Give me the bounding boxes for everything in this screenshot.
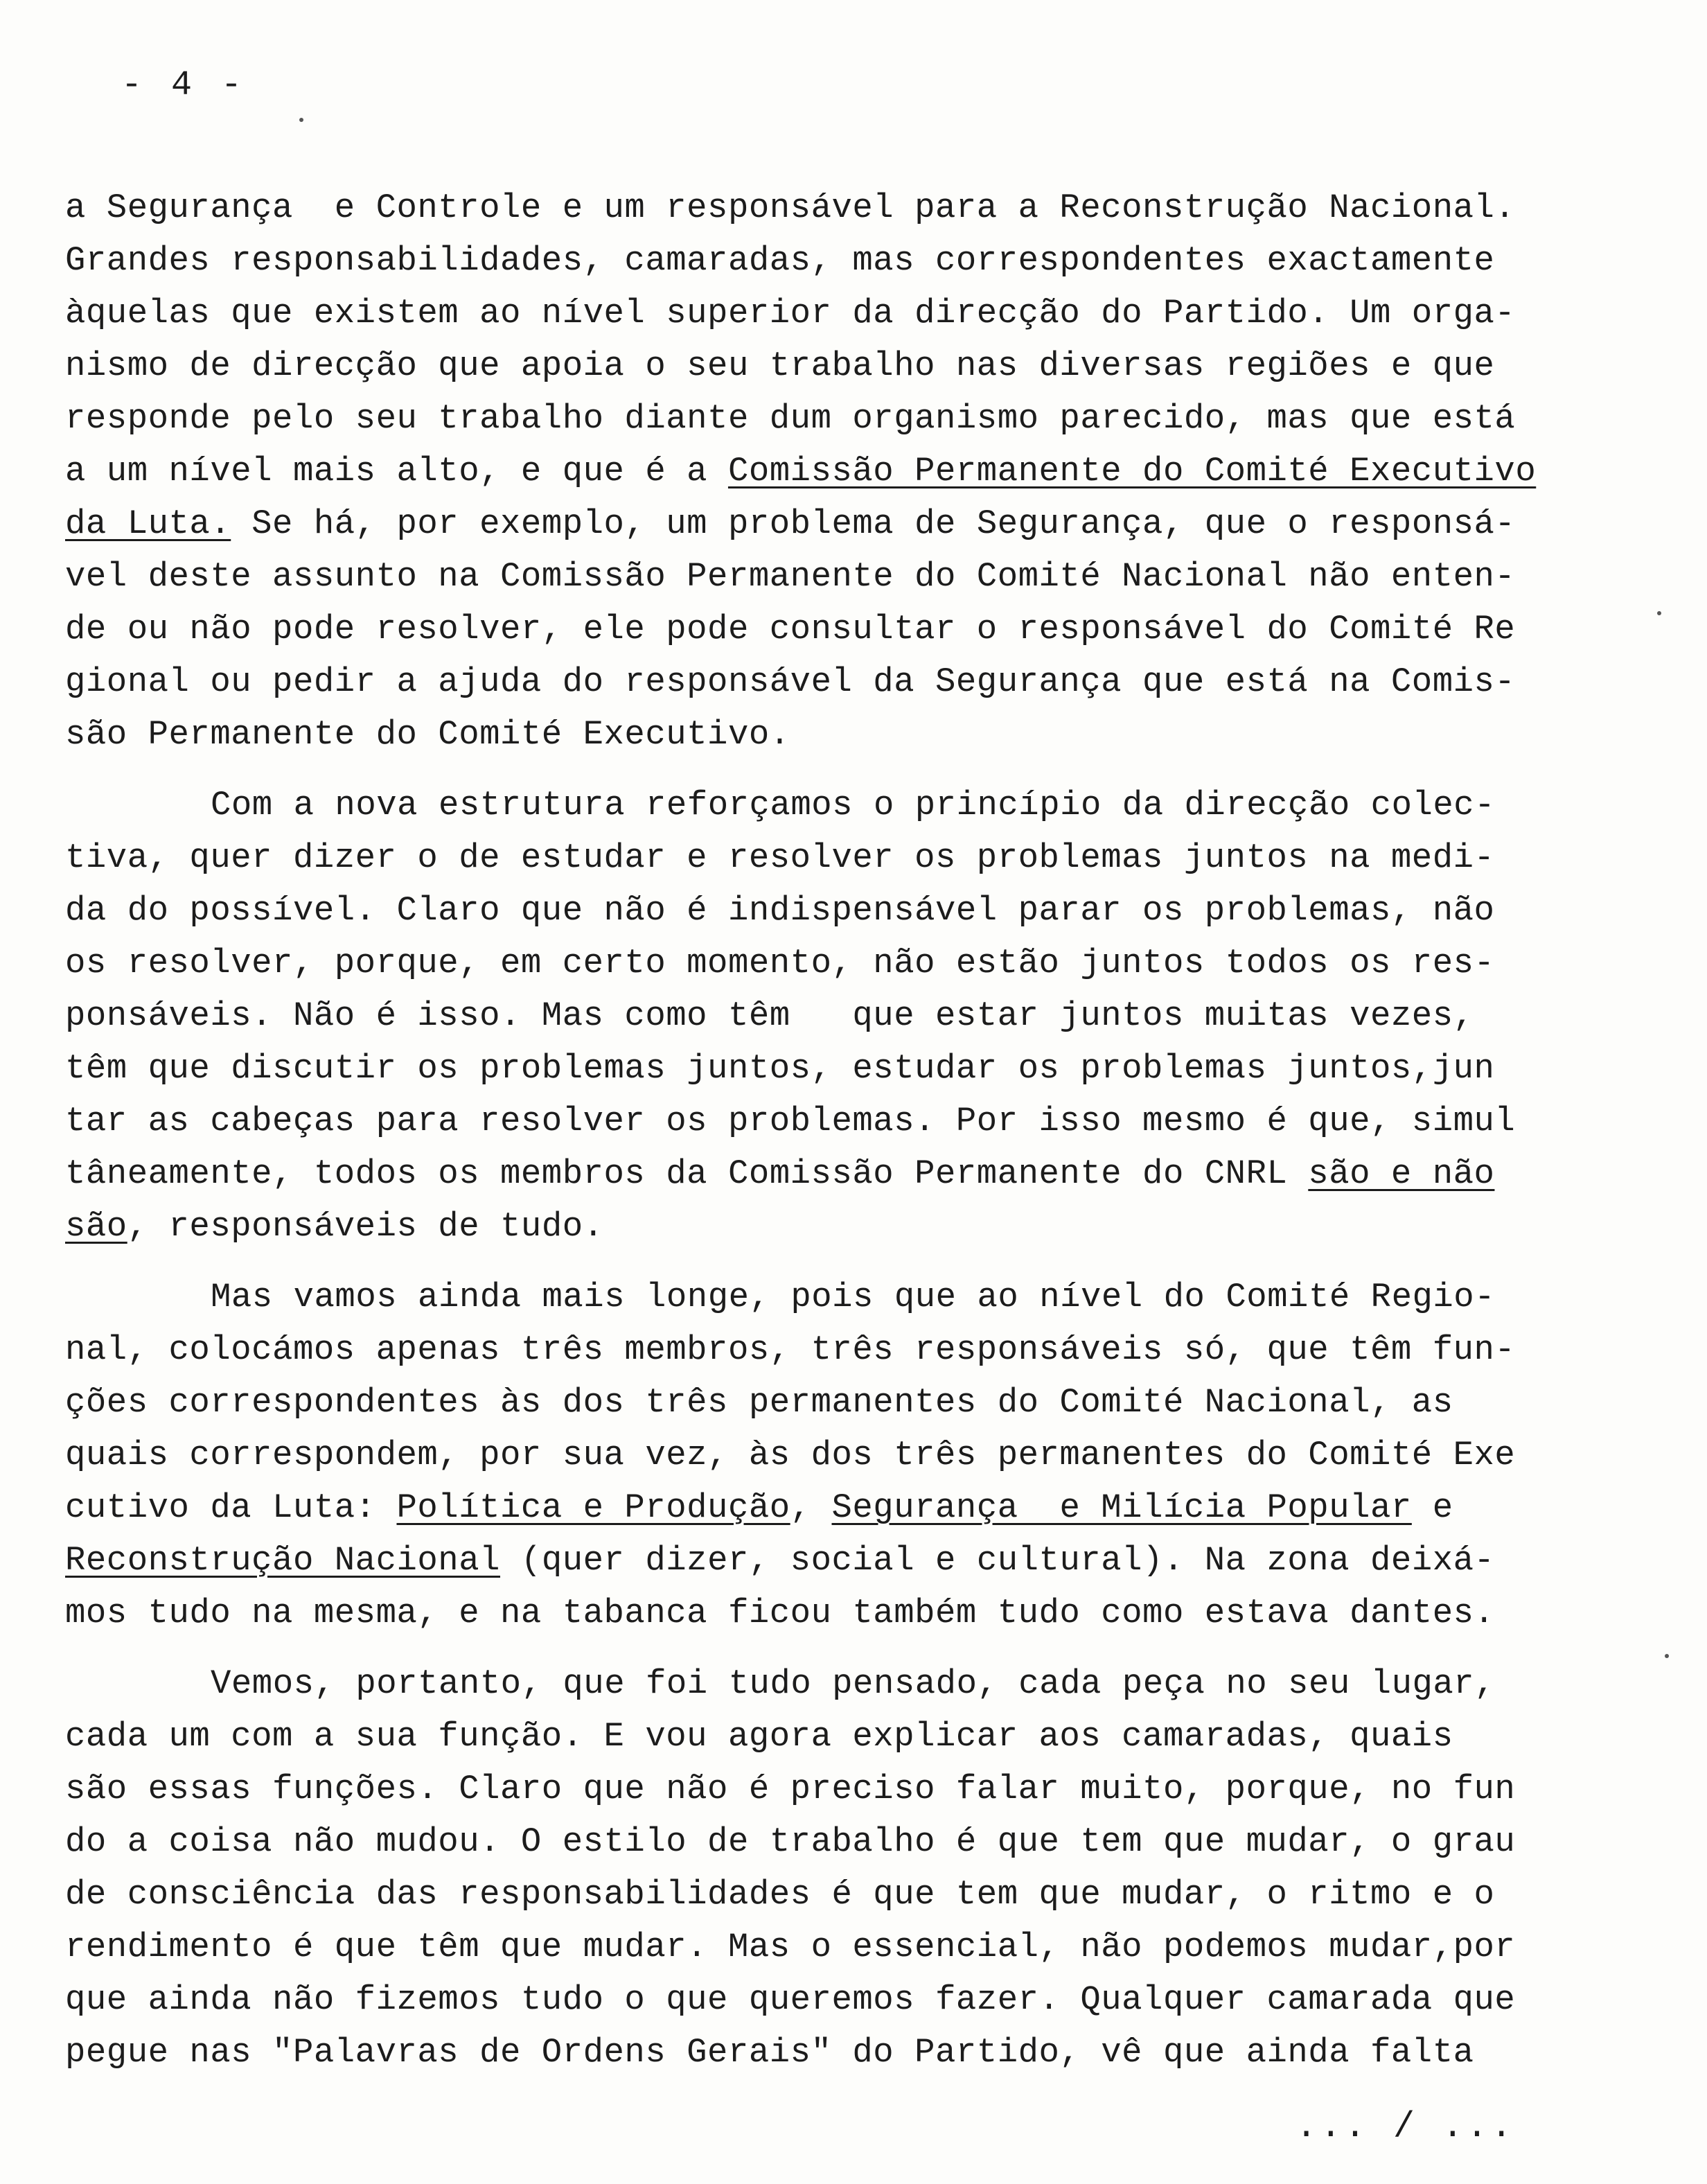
text-run: a Segurança e Controle e um responsável para a Reconstrução Nacional. (65, 188, 1516, 227)
underlined-text: da Luta. (65, 504, 231, 543)
text-line (65, 989, 1575, 1042)
paragraph (65, 1271, 1575, 1639)
text-line (65, 182, 1575, 234)
text-run: Grandes responsabilidades, camaradas, mas correspondentes exactamente (65, 241, 1495, 280)
text-run: tiva, quer dizer o de estudar e resolver os problemas juntos na medi- (65, 838, 1495, 877)
text-run: têm que discutir os problemas juntos, estudar os problemas juntos,jun (65, 1049, 1495, 1088)
text-run: responde pelo seu trabalho diante dum organismo parecido, mas que está (65, 399, 1516, 438)
underlined-text: Reconstrução Nacional (65, 1541, 501, 1580)
text-run: Mas vamos ainda mais longe, pois que ao nível do Comité Regio- (211, 1278, 1496, 1316)
text-run: gional ou pedir a ajuda do responsável da Segurança que está na Comis- (65, 662, 1516, 701)
text-line (65, 1534, 1575, 1587)
document-body (65, 182, 1575, 2097)
text-line (65, 1868, 1575, 1921)
text-line (65, 937, 1575, 989)
text-line (65, 1710, 1575, 1763)
scan-speck (299, 118, 303, 122)
page-number: - 4 - (121, 66, 247, 105)
text-run: cutivo da Luta: (65, 1488, 397, 1527)
text-run: de consciência das responsabilidades é que tem que mudar, o ritmo e o (65, 1875, 1495, 1914)
text-run: vel deste assunto na Comissão Permanente do Comité Nacional não enten- (65, 557, 1516, 596)
text-line (65, 884, 1575, 937)
text-run: cada um com a sua função. E vou agora explicar aos camaradas, quais (65, 1717, 1453, 1756)
text-run: quais correspondem, por sua vez, às dos três permanentes do Comité Exe (65, 1436, 1516, 1474)
text-run: nal, colocámos apenas três membros, três responsáveis só, que têm fun- (65, 1330, 1516, 1369)
text-run: a um nível mais alto, e que é a (65, 452, 728, 491)
text-line (65, 1657, 1575, 1710)
text-line (65, 1042, 1575, 1095)
text-run: são Permanente do Comité Executivo. (65, 715, 790, 754)
paragraph (65, 182, 1575, 761)
underlined-text: Segurança e Milícia Popular (831, 1488, 1412, 1527)
text-line (65, 603, 1575, 655)
text-run: do a coisa não mudou. O estilo de trabalho é que tem que mudar, o grau (65, 1822, 1516, 1861)
text-run: mos tudo na mesma, e na tabanca ficou também tudo como estava dantes. (65, 1594, 1495, 1632)
text-line (65, 779, 1575, 831)
underlined-text: são e não (1308, 1154, 1495, 1193)
text-line (65, 1587, 1575, 1639)
text-line (65, 234, 1575, 287)
text-line (65, 287, 1575, 340)
text-line (65, 1973, 1575, 2026)
text-run: (quer dizer, social e cultural). Na zona deixá- (500, 1541, 1495, 1580)
paragraph (65, 1657, 1575, 2079)
text-run: rendimento é que têm que mudar. Mas o essencial, não podemos mudar,por (65, 1928, 1516, 1966)
text-run: , responsáveis de tudo. (127, 1207, 604, 1246)
text-run: àquelas que existem ao nível superior da direcção do Partido. Um orga- (65, 294, 1516, 333)
text-run: Se há, por exemplo, um problema de Segurança, que o responsá- (231, 504, 1516, 543)
text-run: que ainda não fizemos tudo o que queremos fazer. Qualquer camarada que (65, 1980, 1516, 2019)
text-line (65, 1429, 1575, 1481)
text-line (65, 445, 1575, 497)
text-line (65, 1323, 1575, 1376)
text-line (65, 831, 1575, 884)
text-line (65, 1921, 1575, 1973)
text-line (65, 1815, 1575, 1868)
text-line (65, 708, 1575, 761)
underlined-text: são (65, 1207, 127, 1246)
text-run: de ou não pode resolver, ele pode consultar o responsável do Comité Re (65, 610, 1516, 649)
text-line (65, 1376, 1575, 1429)
underlined-text: Política e Produção (396, 1488, 790, 1527)
text-run: ções correspondentes às dos três permanentes do Comité Nacional, as (65, 1383, 1453, 1422)
text-run: os resolver, porque, em certo momento, não estão juntos todos os res- (65, 944, 1495, 983)
text-run: nismo de direcção que apoia o seu trabalho nas diversas regiões e que (65, 346, 1495, 385)
underlined-text: Comissão Permanente do Comité Executivo (727, 452, 1537, 491)
text-line (65, 497, 1575, 550)
scan-speck (1665, 1654, 1669, 1658)
text-line (65, 2026, 1575, 2079)
text-line (65, 655, 1575, 708)
text-line (65, 1763, 1575, 1815)
text-run: da do possível. Claro que não é indispensável parar os problemas, não (65, 891, 1495, 930)
text-run: pegue nas "Palavras de Ordens Gerais" do Partido, vê que ainda falta (65, 2033, 1474, 2072)
text-line (65, 550, 1575, 603)
text-line (65, 340, 1575, 392)
text-run: , (790, 1488, 832, 1527)
paragraph (65, 779, 1575, 1253)
text-line (65, 1200, 1575, 1253)
text-run: e (1411, 1488, 1453, 1527)
text-line (65, 1095, 1575, 1147)
scan-speck (1657, 611, 1661, 615)
text-line (65, 392, 1575, 445)
text-run: Vemos, portanto, que foi tudo pensado, cada peça no seu lugar, (211, 1664, 1496, 1703)
text-run: Com a nova estrutura reforçamos o princípio da direcção colec- (211, 786, 1496, 825)
text-line (65, 1271, 1575, 1323)
text-run: ponsáveis. Não é isso. Mas como têm que estar juntos muitas vezes, (65, 996, 1474, 1035)
text-run: tar as cabeças para resolver os problemas. Por isso mesmo é que, simul (65, 1102, 1516, 1141)
text-line (65, 1481, 1575, 1534)
text-run: tâneamente, todos os membros da Comissão Permanente do CNRL (65, 1154, 1309, 1193)
text-line (65, 1147, 1575, 1200)
continuation-mark: ... / ... (1295, 2106, 1515, 2147)
text-run: são essas funções. Claro que não é preciso falar muito, porque, no fun (65, 1770, 1516, 1808)
